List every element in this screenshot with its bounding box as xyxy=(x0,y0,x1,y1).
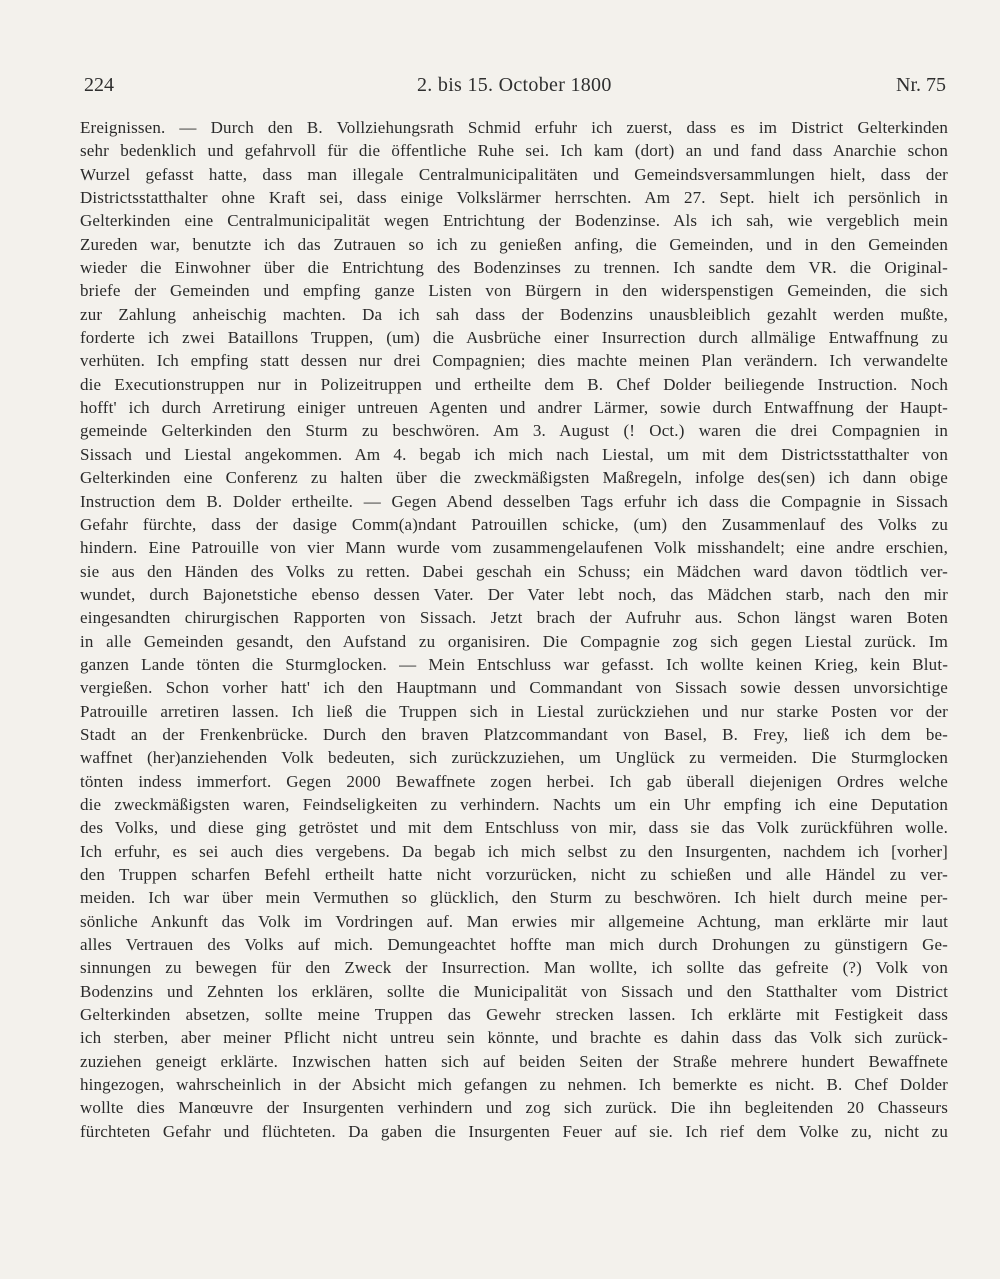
text-line: waffnet (her)anziehenden Volk bedeuten, sich zurückzuziehen, um Unglück zu vermeiden. Die Sturmglocken xyxy=(80,748,948,768)
text-line: gemeinde Gelterkinden den Sturm zu beschwören. Am 3. August (! Oct.) waren die drei Compagnien in xyxy=(80,421,948,441)
text-line: wieder die Einwohner über die Entrichtung des Bodenzinses zu trennen. Ich sandte dem VR. die Original- xyxy=(80,258,948,278)
text-line: Ich erfuhr, es sei auch dies vergebens. Da begab ich mich selbst zu den Insurgenten, nachdem ich [vorher] xyxy=(80,841,948,861)
text-line: sönliche Ankunft das Volk im Vordringen auf. Man erwies mir allgemeine Achtung, man erklärte mir laut xyxy=(80,911,948,931)
text-line: Gelterkinden eine Centralmunicipalität wegen Entrichtung der Bodenzinse. Als ich sah, wie vergeblich mein xyxy=(80,211,948,231)
text-line: Zureden war, benutzte ich das Zutrauen so ich zu genießen anfing, die Gemeinden, und in den Gemeinden xyxy=(80,234,948,254)
text-line: den Truppen scharfen Befehl ertheilt hatte nicht vorzurücken, nicht zu schießen und alle Händel zu ver- xyxy=(80,865,948,884)
text-line: die Executionstruppen nur in Polizeitruppen und ertheilte dem B. Chef Dolder beiliegende Instruction. Noch xyxy=(80,374,948,394)
text-line: des Volks, und diese ging getröstet und mit dem Entschluss von mir, dass sie das Volk zurückführen wolle. xyxy=(80,818,948,838)
header-date-range: 2. bis 15. October 1800 xyxy=(417,74,612,96)
running-header xyxy=(84,74,946,102)
text-line: zuziehen geneigt erklärte. Inzwischen hatten sich auf beiden Seiten der Straße mehrere hundert Bewaffnete xyxy=(80,1051,948,1071)
text-line: wollte dies Manœuvre der Insurgenten verhindern und zog sich zurück. Die ihn begleitenden 20 Chasseurs xyxy=(80,1098,948,1118)
text-line: wundet, durch Bajonetstiche ebenso dessen Vater. Der Vater lebt noch, das Mädchen starb, nach den mir xyxy=(80,584,948,604)
text-line: sie aus den Händen des Volks zu retten. Dabei geschah ein Schuss; ein Mädchen ward davon tödtlich ver- xyxy=(80,561,948,581)
document-number: Nr. 75 xyxy=(896,74,946,96)
text-line: sinnungen zu bewegen für den Zweck der Insurrection. Man wollte, ich sollte das gefreite (?) Volk von xyxy=(80,958,948,978)
text-line: Gelterkinden eine Conferenz zu halten über die zweckmäßigsten Maßregeln, infolge des(sen) ich dann obige xyxy=(80,468,948,488)
text-line: forderte ich zwei Bataillons Truppen, (um) die Ausbrüche einer Insurrection durch allmälige Entwaffnung zu xyxy=(80,328,948,348)
text-line: Instruction dem B. Dolder ertheilte. — Gegen Abend desselben Tags erfuhr ich dass die Compagnie in Sissach xyxy=(80,491,948,511)
text-line: sehr bedenklich und gefahrvoll für die öffentliche Ruhe sei. Ich kam (dort) an und fand dass Anarchie schon xyxy=(80,141,948,161)
text-line: zur Zahlung anheischig machten. Da ich sah dass der Bodenzins unausbleiblich gezahlt werden mußte, xyxy=(80,304,948,324)
text-line: die zweckmäßigsten waren, Feindseligkeiten zu verhindern. Nachts um ein Uhr empfing ich eine Deputation xyxy=(80,794,948,814)
text-line: ich sterben, aber meiner Pflicht nicht untreu sein könnte, und brachte es dahin dass das Volk sich zurück- xyxy=(80,1028,948,1048)
body-text xyxy=(80,116,948,1143)
text-line: briefe der Gemeinden und empfing ganze Listen von Bürgern in den widerspenstigen Gemeinden, die sich xyxy=(80,281,948,301)
text-line: verhüten. Ich empfing statt dessen nur drei Compagnien; dies machte meinen Plan verändern. Ich verwandelte xyxy=(80,351,948,371)
text-line: ganzen Lande tönten die Sturmglocken. — Mein Entschluss war gefasst. Ich wollte keinen Krieg, kein Blut- xyxy=(80,654,948,674)
text-line: tönten indess immerfort. Gegen 2000 Bewaffnete zogen herbei. Ich gab überall diejenigen Ordres welche xyxy=(80,771,948,791)
text-line: fürchteten Gefahr und flüchteten. Da gaben die Insurgenten Feuer auf sie. Ich rief dem Volke zu, nicht zu xyxy=(80,1121,948,1141)
text-line: eingesandten chirurgischen Rapporten von Sissach. Jetzt brach der Aufruhr aus. Schon längst waren Boten xyxy=(80,608,948,628)
text-line: Wurzel gefasst hatte, dass man illegale Centralmunicipalitäten und Gemeindsversammlungen hielt, dass der xyxy=(80,164,948,184)
text-line: hofft' ich durch Arretirung einiger untreuen Agenten und andrer Lärmer, sowie durch Entwaffnung der Haupt- xyxy=(80,398,948,418)
page-number: 224 xyxy=(84,74,114,96)
text-line: Ereignissen. — Durch den B. Vollziehungsrath Schmid erfuhr ich zuerst, dass es im District Gelterkinden xyxy=(80,118,948,137)
text-line: Gefahr fürchte, dass der dasige Comm(a)ndant Patrouillen schicke, (um) den Zusammenlauf des Volks zu xyxy=(80,514,948,534)
text-line: alles Vertrauen des Volks auf mich. Demungeachtet hoffte man mich durch Drohungen zu günstigern Ge- xyxy=(80,935,948,955)
text-line: vergießen. Schon vorher hatt' ich den Hauptmann und Commandant von Sissach sowie dessen unvorsichtige xyxy=(80,678,948,698)
text-line: Sissach und Liestal angekommen. Am 4. begab ich mich nach Liestal, um mit dem Districtsstatthalter von xyxy=(80,444,948,464)
text-line: hingezogen, wahrscheinlich in der Absicht mich gefangen zu nehmen. Ich bemerkte es nicht. B. Chef Dolder xyxy=(80,1075,948,1095)
text-line: in alle Gemeinden gesandt, den Aufstand zu organisiren. Die Compagnie zog sich gegen Liestal zurück. Im xyxy=(80,631,948,651)
text-line: Patrouille arretiren lassen. Ich ließ die Truppen sich in Liestal zurückziehen und nur starke Posten vor der xyxy=(80,701,948,721)
text-line: hindern. Eine Patrouille von vier Mann wurde vom zusammengelaufenen Volk misshandelt; eine andre erschien, xyxy=(80,538,948,558)
text-line: Gelterkinden absetzen, sollte meine Truppen das Gewehr strecken lassen. Ich erklärte mit Festigkeit dass xyxy=(80,1005,948,1025)
text-line: Districtsstatthalter ohne Kraft sei, dass einige Volkslärmer herrschten. Am 27. Sept. hielt ich persönlich in xyxy=(80,188,948,208)
text-line: meiden. Ich war über mein Vermuthen so glücklich, den Sturm zu beschwören. Ich hielt durch meine per- xyxy=(80,888,948,908)
text-line: Bodenzins und Zehnten los erklären, sollte die Municipalität von Sissach und den Statthalter vom District xyxy=(80,981,948,1001)
text-line: Stadt an der Frenkenbrücke. Durch den braven Platzcommandant von Basel, B. Frey, ließ ich dem be- xyxy=(80,724,948,744)
